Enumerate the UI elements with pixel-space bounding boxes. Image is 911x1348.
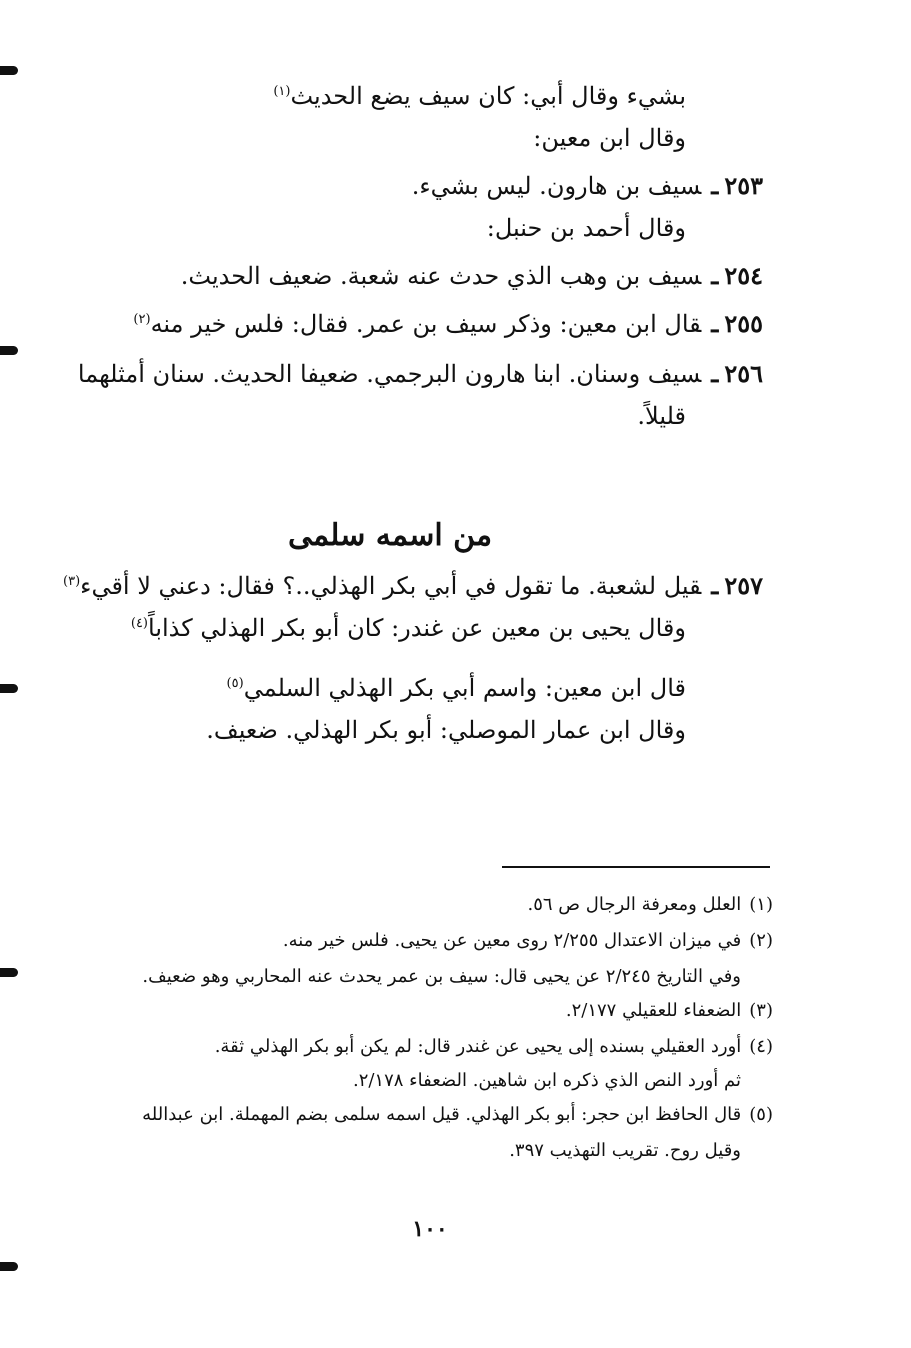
- footnote-text: العلل ومعرفة الرجال ص ٥٦.: [527, 894, 742, 915]
- footnote-1: [527, 892, 773, 918]
- entry-255: [133, 308, 763, 340]
- binding-mark: [0, 66, 18, 75]
- binding-mark: [0, 968, 18, 977]
- footnote-text: وقيل روح. تقريب التهذيب ٣٩٧.: [509, 1140, 741, 1161]
- text-line: [206, 714, 686, 746]
- text-line: [227, 672, 686, 704]
- footnote-number: (٥): [749, 1104, 773, 1125]
- entry-256: [78, 358, 763, 390]
- text-segment: وقال يحيى بن معين عن غندر: كان أبو بكر الهذلي كذاباً: [148, 614, 686, 642]
- entry-254: [181, 260, 763, 292]
- footnote-text: قال الحافظ ابن حجر: أبو بكر الهذلي. قيل اسمه سلمى بضم المهملة. ابن عبدالله: [142, 1104, 742, 1125]
- footnote-5: [142, 1102, 773, 1128]
- binding-mark: [0, 684, 18, 693]
- footnote-4: [215, 1034, 773, 1060]
- text-segment: وقال ابن معين:: [533, 124, 686, 152]
- section-heading: من اسمه سلمى: [287, 518, 493, 553]
- entry-text: سيف وسنان. ابنا هارون البرجمي. ضعيفا الحديث. سنان أمثلهما: [77, 360, 702, 388]
- footnote-number: (٢): [749, 930, 773, 951]
- entry-dash: ـ: [711, 571, 719, 600]
- footnote-ref: (٤): [130, 616, 148, 631]
- footnote-2: [283, 928, 773, 954]
- footnote-4-cont: [353, 1068, 741, 1094]
- footnote-number: (٣): [749, 1000, 773, 1021]
- footnote-ref: (٣): [63, 574, 81, 589]
- entry-dash: ـ: [711, 171, 719, 200]
- footnote-text: أورد العقيلي بسنده إلى يحيى عن غندر قال: لم يكن أبو بكر الهذلي ثقة.: [214, 1036, 742, 1057]
- entry-text: سيف بن هارون. ليس بشيء.: [411, 172, 702, 200]
- entry-257: [63, 570, 763, 602]
- text-line: [637, 400, 686, 432]
- text-line: [533, 122, 686, 154]
- footnote-5-cont: [509, 1138, 741, 1164]
- text-segment: وقال ابن عمار الموصلي: أبو بكر الهذلي. ضعيف.: [206, 716, 686, 744]
- entry-text: قال ابن معين: وذكر سيف بن عمر. فقال: فلس خير منه: [150, 310, 702, 338]
- entry-text: سيف بن وهب الذي حدث عنه شعبة. ضعيف الحديث.: [180, 262, 702, 290]
- footnote-number: (٤): [749, 1036, 773, 1057]
- text-line: [487, 212, 686, 244]
- binding-mark: [0, 346, 18, 355]
- footnote-ref: (١): [273, 84, 291, 99]
- text-line: [131, 612, 686, 644]
- entry-dash: ـ: [711, 261, 719, 290]
- footnote-ref: (٢): [133, 312, 151, 327]
- page-number: ١٠٠: [412, 1216, 448, 1242]
- footnote-separator: [502, 866, 770, 868]
- footnote-text: في ميزان الاعتدال ٢/٢٥٥ روى معين عن يحيى. فلس خير منه.: [282, 930, 742, 951]
- binding-mark: [0, 1262, 18, 1271]
- footnote-2-cont: [142, 964, 741, 990]
- entry-text: قيل لشعبة. ما تقول في أبي بكر الهذلي..؟ فقال: دعني لا أقيء: [80, 572, 702, 600]
- text-segment: قليلاً.: [637, 402, 686, 430]
- footnote-text: ثم أورد النص الذي ذكره ابن شاهين. الضعفاء ٢/١٧٨.: [352, 1070, 741, 1091]
- entry-dash: ـ: [711, 309, 719, 338]
- footnote-text: الضعفاء للعقيلي ٢/١٧٧.: [565, 1000, 742, 1021]
- entry-number: ٢٥٥: [724, 309, 763, 338]
- entry-253: [412, 170, 763, 202]
- entry-number: ٢٥٧: [724, 571, 763, 600]
- footnote-3: [566, 998, 773, 1024]
- entry-number: ٢٥٤: [724, 261, 763, 290]
- text-segment: بشيء وقال أبي: كان سيف يضع الحديث: [290, 82, 686, 110]
- entry-number: ٢٥٦: [724, 359, 763, 388]
- entry-number: ٢٥٣: [724, 171, 763, 200]
- entry-dash: ـ: [711, 359, 719, 388]
- footnote-text: وفي التاريخ ٢/٢٤٥ عن يحيى قال: سيف بن عمر يحدث عنه المحاربي وهو ضعيف.: [142, 966, 741, 987]
- footnote-ref: (٥): [226, 676, 244, 691]
- text-line: [273, 80, 686, 112]
- text-segment: قال ابن معين: واسم أبي بكر الهذلي السلمي: [243, 674, 686, 702]
- footnote-number: (١): [749, 894, 773, 915]
- text-segment: وقال أحمد بن حنبل:: [486, 214, 686, 242]
